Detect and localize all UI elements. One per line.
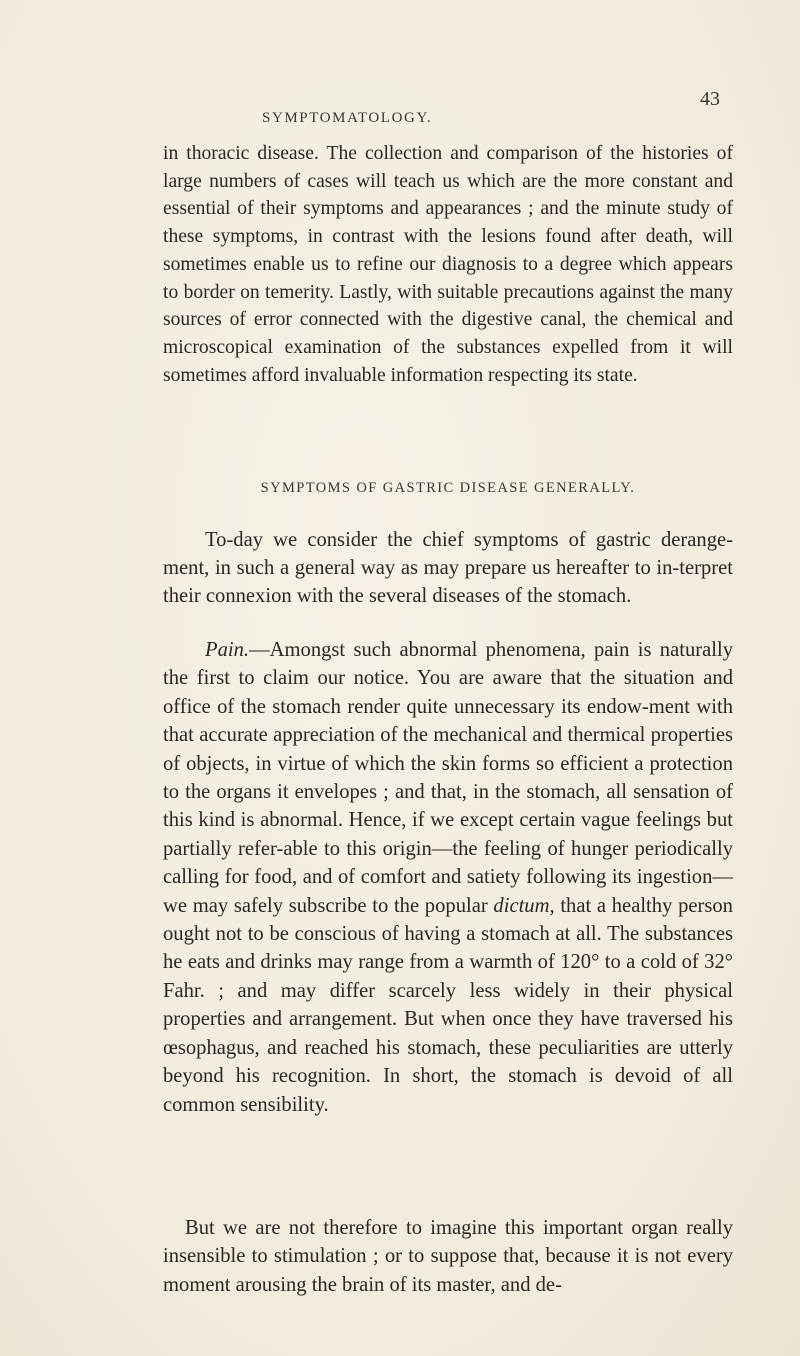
page-number: 43 (700, 88, 720, 110)
paragraph-text-part: that a healthy person ought not to be conscious of having a stomach at all. The substances he eats and drinks may range from a warmth of 120° to a cold of 32° Fahr. ; and may differ scarcely less widely in their physical properties and arrangement. But when once they have traversed his œsophagus, and reached his stomach, these peculiarities are utterly beyond his recognition. In short, the stomach is devoid of all common sensibility. (163, 894, 733, 1116)
paragraph-thoracic-disease (163, 140, 733, 389)
paragraph-sensibility (163, 1214, 733, 1299)
run-in-heading: Pain. (205, 639, 250, 661)
running-head (0, 88, 800, 126)
paragraph-text: But we are not therefore to imagine this important organ really insensible to stimulation ; or to suppose that, because it is not every moment arousing the brain of its master, and de- (163, 1217, 733, 1296)
italic-term: dictum, (493, 894, 555, 917)
paragraph-pain (163, 636, 733, 1119)
paragraph-text-part: —Amongst such abnormal phenomena, pain is naturally the first to claim our notice. You are aware that the situation and office of the stomach render quite unnecessary its endow-ment with that accurate appreciation of the mechanical and thermical properties of objects, in virtue of which the skin forms so efficient a protection to the organs it envelopes ; and that, in the stomach, all sensation of this kind is abnormal. Hence, if we except certain vague feelings but partially refer-able to this origin—the feeling of hunger periodically calling for food, and of comfort and satiety following its ingestion—we may safely subscribe to the popular (163, 639, 733, 917)
paragraph-text: in thoracic disease. The collection and comparison of the histories of large numbers of cases will teach us which are the more constant and essential of their symptoms and appearances ; and the minute study of these symptoms, in contrast with the lesions found after death, will sometimes enable us to refine our diagnosis to a degree which appears to border on temerity. Lastly, with suitable precautions against the many sources of error connected with the digestive canal, the chemical and microscopical examination of the substances expelled from it will sometimes afford invaluable information respecting its state. (163, 143, 733, 386)
running-title: SYMPTOMATOLOGY. (262, 110, 433, 126)
paragraph-text (163, 636, 733, 1119)
section-heading: SYMPTOMS OF GASTRIC DISEASE GENERALLY. (260, 480, 636, 496)
paragraph-text: To-day we consider the chief symptoms of gastric derange-ment, in such a general way as may prepare us hereafter to in-terpret their connexion with the several diseases of the stomach. (163, 529, 733, 607)
paragraph-gastric-derangement (163, 526, 733, 610)
